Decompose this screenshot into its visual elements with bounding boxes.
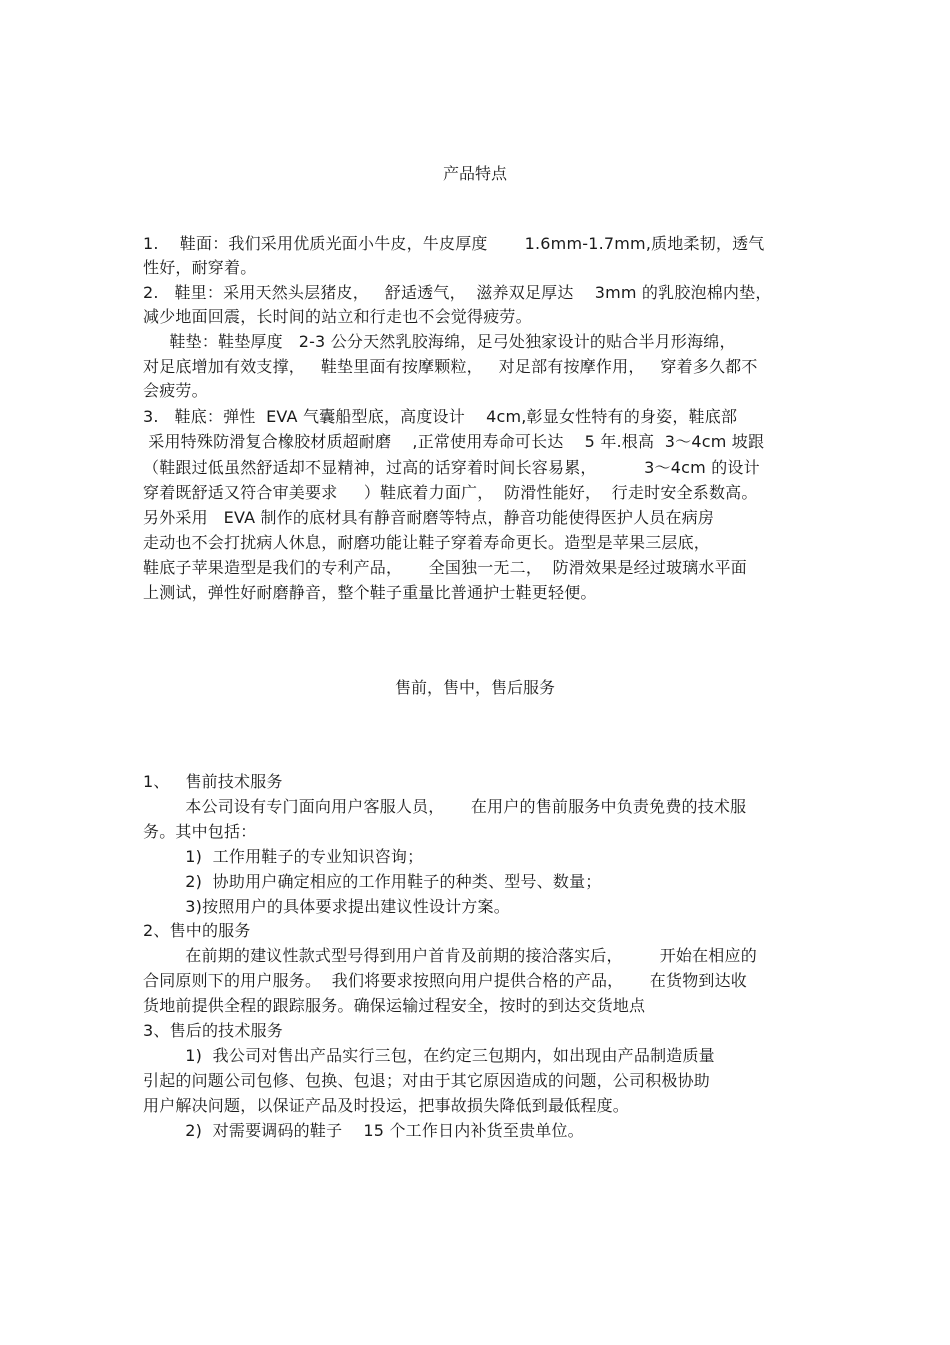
body-line: 1. 鞋面：我们采用优质光面小牛皮，牛皮厚度 1.6mm-1.7mm,质地柔韧，透气 (143, 234, 765, 253)
section-title-services: 售前，售中，售后服务 (394, 678, 555, 697)
body-line: 走动也不会打扰病人休息，耐磨功能让鞋子穿着寿命更长。造型是苹果三层底， (143, 533, 711, 552)
body-line: 货地前提供全程的跟踪服务。确保运输过程安全，按时的到达交货地点 (143, 996, 646, 1015)
body-line: 鞋垫：鞋垫厚度 2-3 公分天然乳胶海绵，足弓处独家设计的贴合半月形海绵， (143, 332, 736, 351)
body-line: 用户解决问题，以保证产品及时投运，把事故损失降低到最低程度。 (143, 1096, 630, 1115)
body-line: 2) 协助用户确定相应的工作用鞋子的种类、型号、数量； (143, 872, 602, 891)
body-line: 务。其中包括： (143, 822, 257, 841)
body-line: 采用特殊防滑复合橡胶材质超耐磨 ,正常使用寿命可长达 5 年.根高 3～4cm 坡跟 (143, 432, 765, 451)
body-line: 2. 鞋里：采用天然头层猪皮， 舒适透气， 滋养双足厚达 3mm 的乳胶泡棉内垫， (143, 283, 772, 302)
body-line: 3、售后的技术服务 (143, 1021, 283, 1040)
body-line: 3)按照用户的具体要求提出建议性设计方案。 (143, 897, 510, 916)
body-line: 减少地面回震，长时间的站立和行走也不会觉得疲劳。 (143, 307, 532, 326)
body-line: 合同原则下的用户服务。 我们将要求按照向用户提供合格的产品， 在货物到达收 (143, 971, 748, 990)
body-line: 性好，耐穿着。 (143, 258, 257, 277)
body-line: 另外采用 EVA 制作的底材具有静音耐磨等特点，静音功能使得医护人员在病房 (143, 508, 715, 527)
body-line: 2、售中的服务 (143, 921, 251, 940)
body-line: 1) 我公司对售出产品实行三包，在约定三包期内，如出现由产品制造质量 (143, 1046, 715, 1065)
body-line: （鞋跟过低虽然舒适却不显精神，过高的话穿着时间长容易累， 3～4cm 的设计 (143, 458, 760, 477)
body-line: 2) 对需要调码的鞋子 15 个工作日内补货至贵单位。 (143, 1121, 584, 1140)
body-line: 会疲劳。 (143, 381, 208, 400)
body-line: 1) 工作用鞋子的专业知识咨询； (143, 847, 424, 866)
body-line: 引起的问题公司包修、包换、包退；对由于其它原因造成的问题，公司积极协助 (143, 1071, 711, 1090)
body-line: 穿着既舒适又符合审美要求 ）鞋底着力面广， 防滑性能好， 行走时安全系数高。 (143, 483, 758, 502)
body-line: 3. 鞋底：弹性 EVA 气囊船型底，高度设计 4cm,彰显女性特有的身姿，鞋底部 (143, 407, 738, 426)
body-line: 鞋底子苹果造型是我们的专利产品， 全国独一无二， 防滑效果是经过玻璃水平面 (143, 558, 748, 577)
body-line: 本公司设有专门面向用户客服人员， 在用户的售前服务中负责免费的技术服 (143, 797, 747, 816)
body-line: 1、 售前技术服务 (143, 772, 283, 791)
body-line: 上测试，弹性好耐磨静音，整个鞋子重量比普通护士鞋更轻便。 (143, 583, 597, 602)
section-title-product-features: 产品特点 (442, 164, 507, 183)
body-line: 对足底增加有效支撑， 鞋垫里面有按摩颗粒， 对足部有按摩作用， 穿着多久都不 (143, 357, 758, 376)
body-line: 在前期的建议性款式型号得到用户首肯及前期的接洽落实后， 开始在相应的 (143, 946, 757, 965)
